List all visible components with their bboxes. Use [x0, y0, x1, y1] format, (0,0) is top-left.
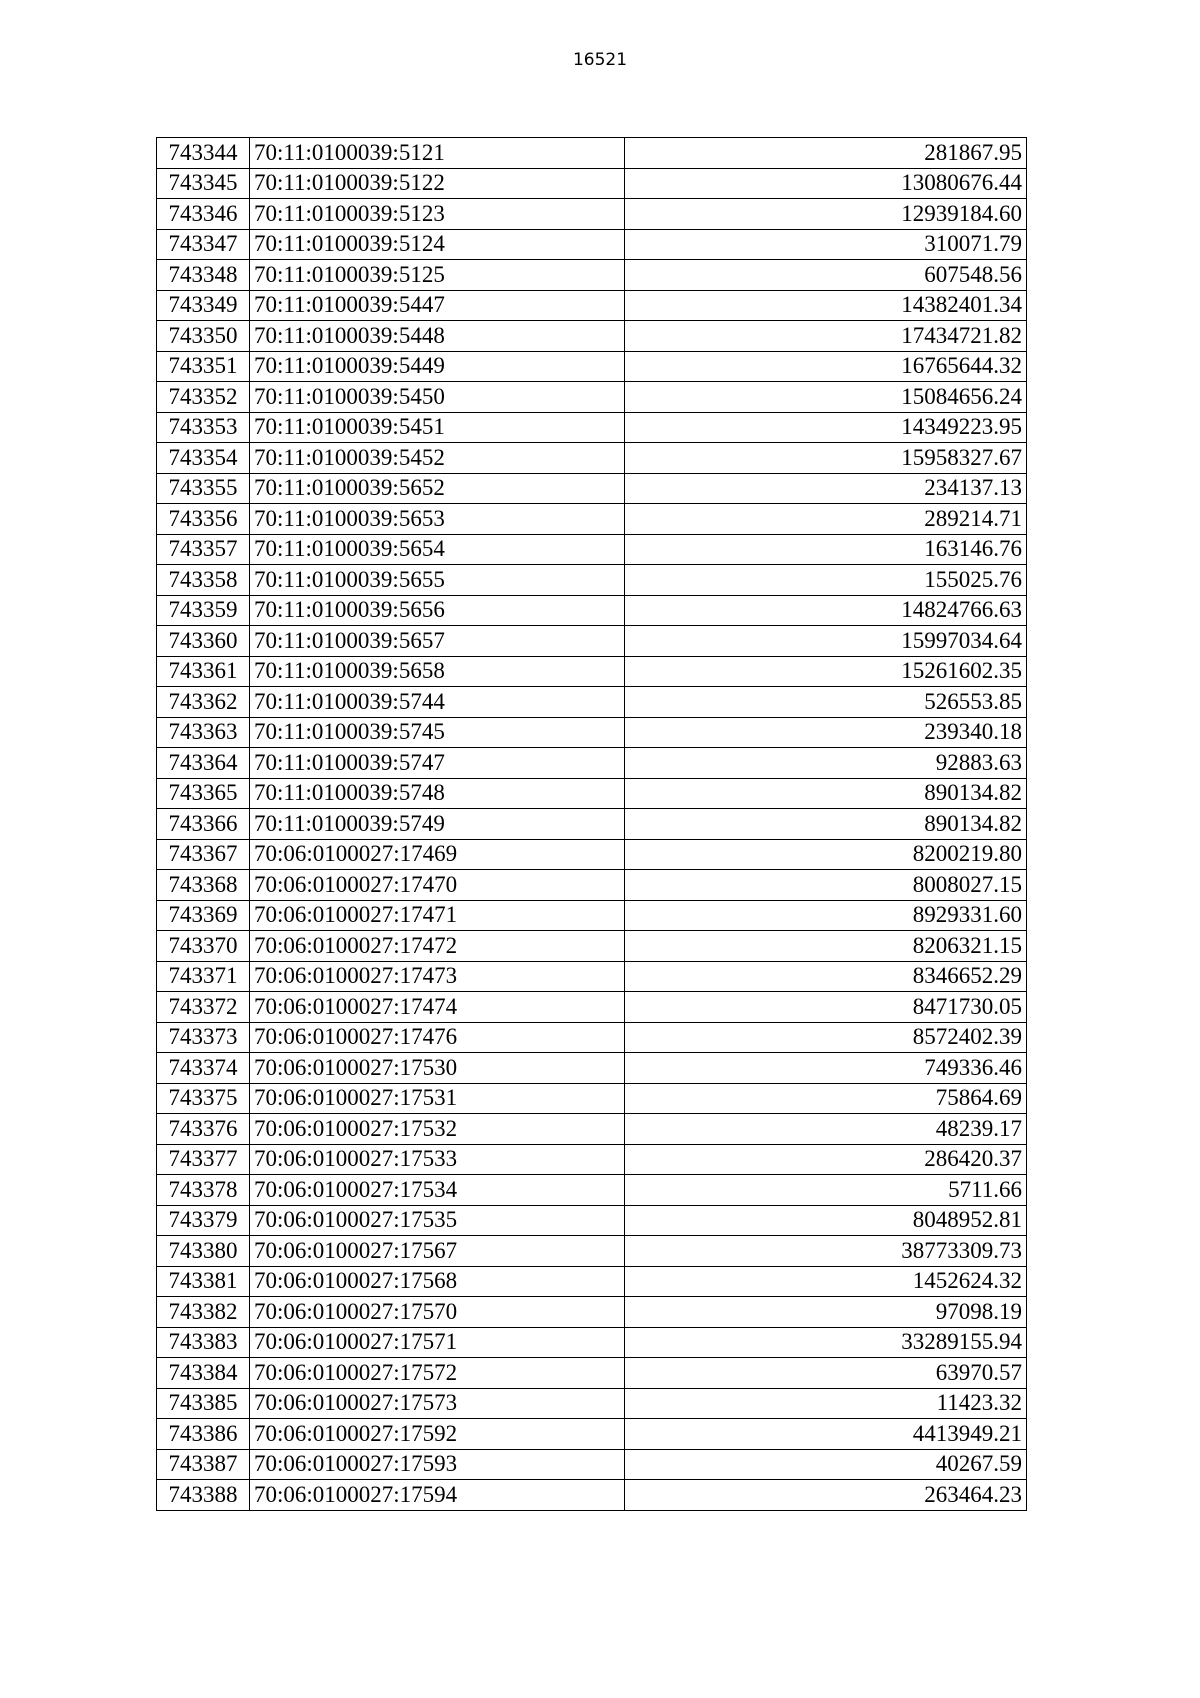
cadastral-number-cell: 70:06:0100027:17531 [250, 1083, 625, 1114]
cadastral-number-cell: 70:11:0100039:5745 [250, 717, 625, 748]
table-row [157, 412, 1027, 443]
cadastral-number-cell: 70:06:0100027:17572 [250, 1358, 625, 1389]
table-row [157, 321, 1027, 352]
cadastral-value-cell: 163146.76 [625, 534, 1027, 565]
row-number-cell: 743368 [157, 870, 250, 901]
cadastral-value-cell: 155025.76 [625, 565, 1027, 596]
cadastral-value-cell: 5711.66 [625, 1175, 1027, 1206]
cadastral-value-cell: 12939184.60 [625, 199, 1027, 230]
table-row [157, 1236, 1027, 1267]
row-number-cell: 743346 [157, 199, 250, 230]
table-row [157, 1449, 1027, 1480]
cadastral-number-cell: 70:06:0100027:17534 [250, 1175, 625, 1206]
page-number: 16521 [572, 50, 628, 70]
cadastral-value-cell: 1452624.32 [625, 1266, 1027, 1297]
table-row [157, 992, 1027, 1023]
row-number-cell: 743361 [157, 656, 250, 687]
cadastral-value-cell: 48239.17 [625, 1114, 1027, 1145]
cadastral-value-cell: 13080676.44 [625, 168, 1027, 199]
cadastral-number-cell: 70:06:0100027:17476 [250, 1022, 625, 1053]
table-row [157, 1297, 1027, 1328]
table-row [157, 687, 1027, 718]
table-row [157, 900, 1027, 931]
registry-table-body [157, 138, 1027, 1511]
cadastral-value-cell: 310071.79 [625, 229, 1027, 260]
row-number-cell: 743359 [157, 595, 250, 626]
cadastral-number-cell: 70:11:0100039:5450 [250, 382, 625, 413]
cadastral-number-cell: 70:06:0100027:17533 [250, 1144, 625, 1175]
cadastral-number-cell: 70:11:0100039:5123 [250, 199, 625, 230]
cadastral-number-cell: 70:11:0100039:5449 [250, 351, 625, 382]
cadastral-value-cell: 8929331.60 [625, 900, 1027, 931]
row-number-cell: 743362 [157, 687, 250, 718]
cadastral-value-cell: 607548.56 [625, 260, 1027, 291]
cadastral-value-cell: 92883.63 [625, 748, 1027, 779]
cadastral-number-cell: 70:11:0100039:5122 [250, 168, 625, 199]
table-row [157, 473, 1027, 504]
cadastral-number-cell: 70:11:0100039:5447 [250, 290, 625, 321]
cadastral-number-cell: 70:11:0100039:5448 [250, 321, 625, 352]
cadastral-value-cell: 286420.37 [625, 1144, 1027, 1175]
table-row [157, 1358, 1027, 1389]
row-number-cell: 743383 [157, 1327, 250, 1358]
table-row [157, 961, 1027, 992]
cadastral-number-cell: 70:11:0100039:5124 [250, 229, 625, 260]
registry-table [156, 137, 1027, 1511]
cadastral-number-cell: 70:11:0100039:5747 [250, 748, 625, 779]
cadastral-number-cell: 70:06:0100027:17568 [250, 1266, 625, 1297]
cadastral-value-cell: 75864.69 [625, 1083, 1027, 1114]
row-number-cell: 743364 [157, 748, 250, 779]
cadastral-number-cell: 70:06:0100027:17532 [250, 1114, 625, 1145]
table-row [157, 504, 1027, 535]
cadastral-number-cell: 70:06:0100027:17593 [250, 1449, 625, 1480]
cadastral-value-cell: 8048952.81 [625, 1205, 1027, 1236]
cadastral-number-cell: 70:06:0100027:17473 [250, 961, 625, 992]
cadastral-number-cell: 70:11:0100039:5125 [250, 260, 625, 291]
cadastral-number-cell: 70:11:0100039:5652 [250, 473, 625, 504]
cadastral-value-cell: 15997034.64 [625, 626, 1027, 657]
cadastral-value-cell: 15084656.24 [625, 382, 1027, 413]
row-number-cell: 743360 [157, 626, 250, 657]
row-number-cell: 743355 [157, 473, 250, 504]
table-row [157, 1022, 1027, 1053]
cadastral-value-cell: 40267.59 [625, 1449, 1027, 1480]
row-number-cell: 743370 [157, 931, 250, 962]
cadastral-number-cell: 70:11:0100039:5657 [250, 626, 625, 657]
cadastral-value-cell: 8206321.15 [625, 931, 1027, 962]
row-number-cell: 743354 [157, 443, 250, 474]
cadastral-number-cell: 70:11:0100039:5452 [250, 443, 625, 474]
cadastral-value-cell: 890134.82 [625, 809, 1027, 840]
table-row [157, 199, 1027, 230]
row-number-cell: 743369 [157, 900, 250, 931]
cadastral-value-cell: 14824766.63 [625, 595, 1027, 626]
cadastral-number-cell: 70:11:0100039:5451 [250, 412, 625, 443]
table-row [157, 443, 1027, 474]
cadastral-number-cell: 70:06:0100027:17470 [250, 870, 625, 901]
table-row [157, 138, 1027, 169]
cadastral-value-cell: 11423.32 [625, 1388, 1027, 1419]
table-row [157, 626, 1027, 657]
cadastral-value-cell: 63970.57 [625, 1358, 1027, 1389]
cadastral-number-cell: 70:06:0100027:17570 [250, 1297, 625, 1328]
cadastral-number-cell: 70:06:0100027:17474 [250, 992, 625, 1023]
row-number-cell: 743367 [157, 839, 250, 870]
table-row [157, 748, 1027, 779]
row-number-cell: 743385 [157, 1388, 250, 1419]
cadastral-value-cell: 15261602.35 [625, 656, 1027, 687]
row-number-cell: 743386 [157, 1419, 250, 1450]
row-number-cell: 743344 [157, 138, 250, 169]
row-number-cell: 743372 [157, 992, 250, 1023]
table-row [157, 290, 1027, 321]
table-row [157, 565, 1027, 596]
table-row [157, 1480, 1027, 1511]
cadastral-value-cell: 33289155.94 [625, 1327, 1027, 1358]
row-number-cell: 743371 [157, 961, 250, 992]
table-row [157, 1327, 1027, 1358]
cadastral-value-cell: 15958327.67 [625, 443, 1027, 474]
cadastral-number-cell: 70:06:0100027:17530 [250, 1053, 625, 1084]
table-row [157, 1266, 1027, 1297]
cadastral-number-cell: 70:06:0100027:17535 [250, 1205, 625, 1236]
cadastral-number-cell: 70:11:0100039:5748 [250, 778, 625, 809]
cadastral-value-cell: 234137.13 [625, 473, 1027, 504]
row-number-cell: 743387 [157, 1449, 250, 1480]
row-number-cell: 743381 [157, 1266, 250, 1297]
row-number-cell: 743375 [157, 1083, 250, 1114]
row-number-cell: 743374 [157, 1053, 250, 1084]
cadastral-number-cell: 70:11:0100039:5655 [250, 565, 625, 596]
table-row [157, 717, 1027, 748]
row-number-cell: 743357 [157, 534, 250, 565]
table-row [157, 1083, 1027, 1114]
row-number-cell: 743380 [157, 1236, 250, 1267]
table-row [157, 656, 1027, 687]
cadastral-value-cell: 17434721.82 [625, 321, 1027, 352]
row-number-cell: 743356 [157, 504, 250, 535]
cadastral-number-cell: 70:06:0100027:17471 [250, 900, 625, 931]
cadastral-value-cell: 14349223.95 [625, 412, 1027, 443]
row-number-cell: 743378 [157, 1175, 250, 1206]
table-row [157, 870, 1027, 901]
row-number-cell: 743365 [157, 778, 250, 809]
cadastral-value-cell: 4413949.21 [625, 1419, 1027, 1450]
cadastral-value-cell: 749336.46 [625, 1053, 1027, 1084]
table-row [157, 168, 1027, 199]
row-number-cell: 743366 [157, 809, 250, 840]
cadastral-number-cell: 70:11:0100039:5749 [250, 809, 625, 840]
row-number-cell: 743363 [157, 717, 250, 748]
cadastral-value-cell: 16765644.32 [625, 351, 1027, 382]
table-row [157, 839, 1027, 870]
cadastral-value-cell: 239340.18 [625, 717, 1027, 748]
table-row [157, 595, 1027, 626]
table-row [157, 534, 1027, 565]
table-row [157, 351, 1027, 382]
cadastral-value-cell: 8008027.15 [625, 870, 1027, 901]
table-row [157, 931, 1027, 962]
table-row [157, 778, 1027, 809]
row-number-cell: 743349 [157, 290, 250, 321]
row-number-cell: 743347 [157, 229, 250, 260]
cadastral-value-cell: 8200219.80 [625, 839, 1027, 870]
table-row [157, 1419, 1027, 1450]
row-number-cell: 743388 [157, 1480, 250, 1511]
cadastral-value-cell: 289214.71 [625, 504, 1027, 535]
cadastral-number-cell: 70:06:0100027:17567 [250, 1236, 625, 1267]
table-row [157, 1205, 1027, 1236]
cadastral-value-cell: 526553.85 [625, 687, 1027, 718]
table-row [157, 1175, 1027, 1206]
cadastral-value-cell: 97098.19 [625, 1297, 1027, 1328]
cadastral-value-cell: 8471730.05 [625, 992, 1027, 1023]
cadastral-number-cell: 70:06:0100027:17592 [250, 1419, 625, 1450]
table-row [157, 1114, 1027, 1145]
cadastral-number-cell: 70:11:0100039:5653 [250, 504, 625, 535]
cadastral-number-cell: 70:11:0100039:5744 [250, 687, 625, 718]
cadastral-value-cell: 890134.82 [625, 778, 1027, 809]
row-number-cell: 743382 [157, 1297, 250, 1328]
row-number-cell: 743350 [157, 321, 250, 352]
table-row [157, 809, 1027, 840]
cadastral-number-cell: 70:11:0100039:5656 [250, 595, 625, 626]
cadastral-value-cell: 8572402.39 [625, 1022, 1027, 1053]
cadastral-number-cell: 70:06:0100027:17469 [250, 839, 625, 870]
row-number-cell: 743384 [157, 1358, 250, 1389]
cadastral-value-cell: 263464.23 [625, 1480, 1027, 1511]
cadastral-number-cell: 70:06:0100027:17594 [250, 1480, 625, 1511]
cadastral-value-cell: 8346652.29 [625, 961, 1027, 992]
row-number-cell: 743376 [157, 1114, 250, 1145]
row-number-cell: 743373 [157, 1022, 250, 1053]
cadastral-number-cell: 70:11:0100039:5658 [250, 656, 625, 687]
cadastral-value-cell: 281867.95 [625, 138, 1027, 169]
row-number-cell: 743353 [157, 412, 250, 443]
row-number-cell: 743351 [157, 351, 250, 382]
cadastral-value-cell: 38773309.73 [625, 1236, 1027, 1267]
cadastral-number-cell: 70:11:0100039:5121 [250, 138, 625, 169]
cadastral-number-cell: 70:06:0100027:17571 [250, 1327, 625, 1358]
cadastral-number-cell: 70:11:0100039:5654 [250, 534, 625, 565]
row-number-cell: 743345 [157, 168, 250, 199]
cadastral-value-cell: 14382401.34 [625, 290, 1027, 321]
table-row [157, 1053, 1027, 1084]
table-row [157, 260, 1027, 291]
row-number-cell: 743352 [157, 382, 250, 413]
table-row [157, 382, 1027, 413]
row-number-cell: 743379 [157, 1205, 250, 1236]
table-row [157, 1388, 1027, 1419]
cadastral-number-cell: 70:06:0100027:17573 [250, 1388, 625, 1419]
cadastral-number-cell: 70:06:0100027:17472 [250, 931, 625, 962]
row-number-cell: 743348 [157, 260, 250, 291]
row-number-cell: 743377 [157, 1144, 250, 1175]
table-row [157, 1144, 1027, 1175]
row-number-cell: 743358 [157, 565, 250, 596]
table-row [157, 229, 1027, 260]
